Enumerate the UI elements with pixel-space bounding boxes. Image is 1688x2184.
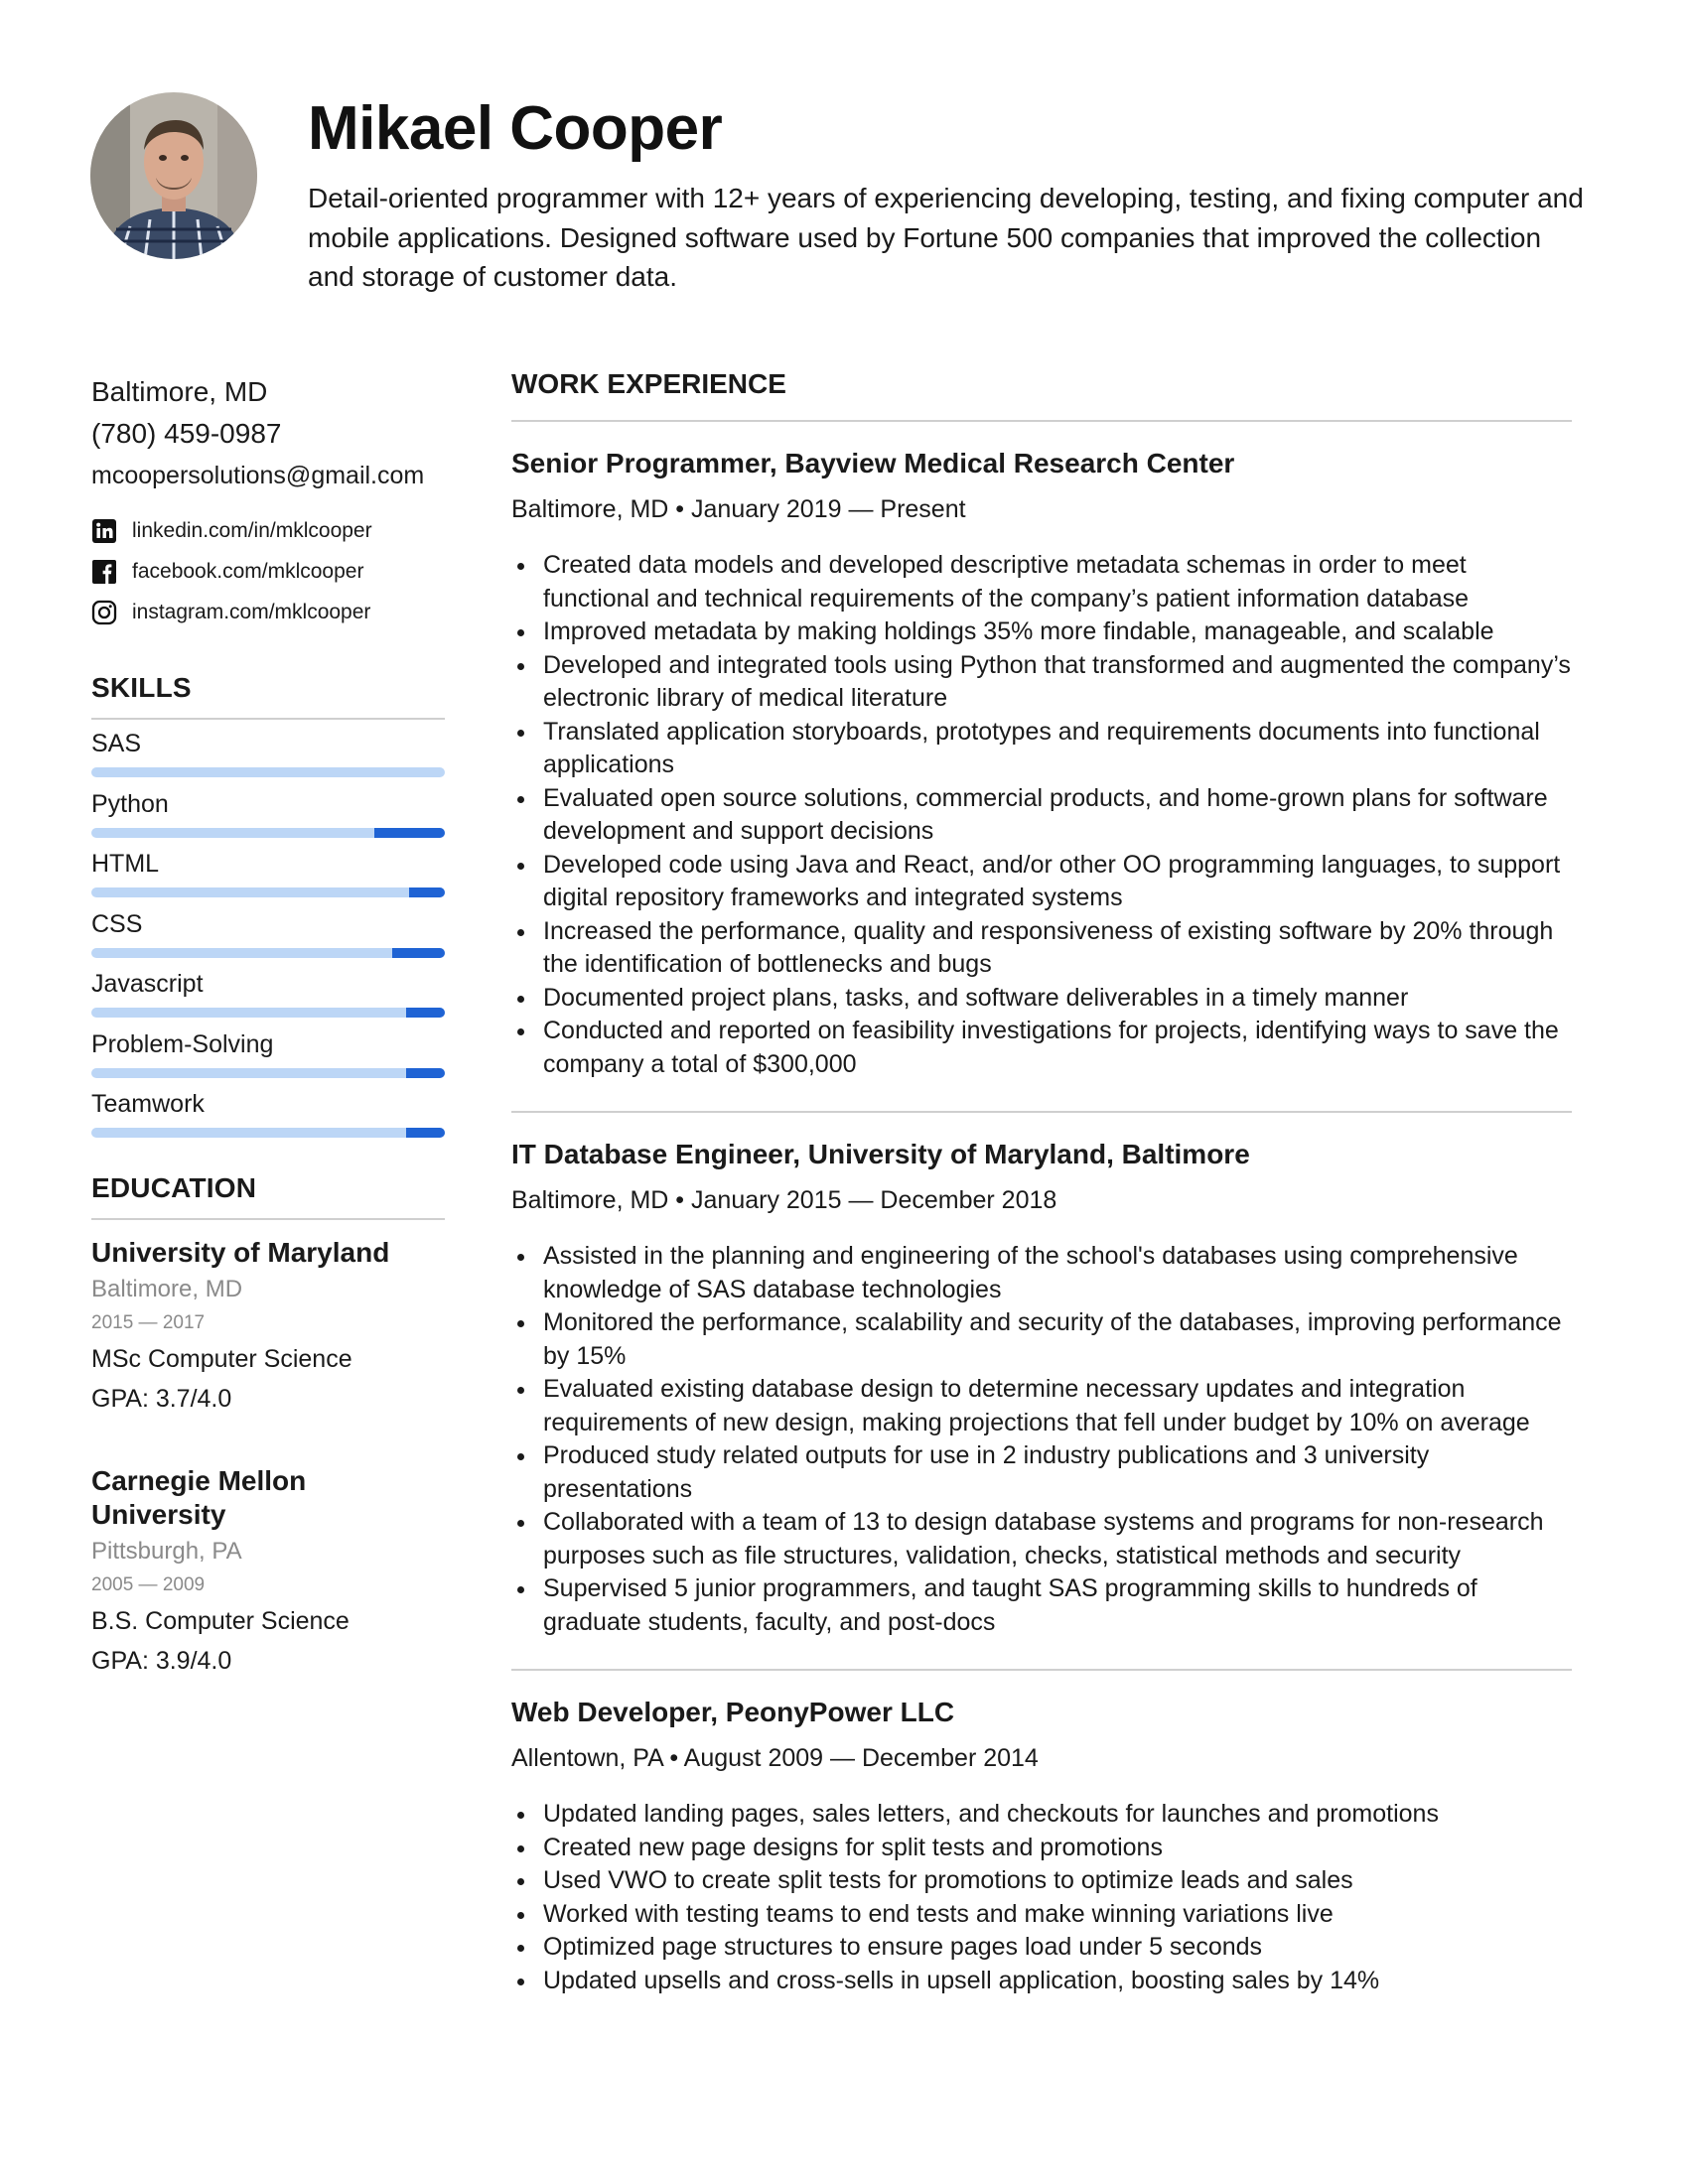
skills-list (91, 720, 445, 1141)
education-degree: B.S. Computer Science (91, 1606, 350, 1635)
skill-item (91, 720, 445, 780)
profile-summary: Detail-oriented programmer with 12+ years of experiencing developing, testing, and fixing computer and mobile applications. Designed software used by Fortune 500 companies that improved the collection and storage of customer data. (308, 183, 1584, 292)
instagram-icon (91, 600, 117, 625)
job-bullet: Improved metadata by making holdings 35% more findable, manageable, and scalable (543, 615, 1572, 649)
job-bullet: Worked with testing teams to end tests and make winning variations live (543, 1898, 1572, 1932)
social-link-facebook[interactable] (91, 551, 445, 592)
education-dates: 2015 — 2017 (91, 1311, 206, 1333)
job-bullet: Used VWO to create split tests for promotions to optimize leads and sales (543, 1864, 1572, 1898)
education-heading: EDUCATION (91, 1172, 445, 1220)
job-bullet: Evaluated open source solutions, commercial products, and home-grown plans for software development and support decisions (543, 782, 1572, 849)
skill-level-bar (91, 828, 445, 838)
job-bullet: Assisted in the planning and engineering of the school's databases using comprehensive knowledge of SAS database technologies (543, 1240, 1572, 1306)
skill-level-fill (406, 1008, 445, 1018)
job-bullet: Documented project plans, tasks, and software deliverables in a timely manner (543, 982, 1572, 1016)
education-entry (91, 1236, 445, 1419)
job-bullet-list (511, 1240, 1572, 1639)
candidate-name: Mikael Cooper (308, 94, 723, 163)
job-bullet: Collaborated with a team of 13 to design database systems and programs for non-research purposes such as file structures, validation, checks, statistical methods and security (543, 1506, 1572, 1572)
job-location-dates: Baltimore, MD • January 2019 — Present (511, 495, 966, 523)
job-bullet: Translated application storyboards, prototypes and requirements documents into functional applications (543, 716, 1572, 782)
job-bullet: Conducted and reported on feasibility investigations for projects, identifying ways to save the company a total of $300,000 (543, 1015, 1572, 1081)
skill-level-fill (392, 948, 445, 958)
work-experience-heading: WORK EXPERIENCE (511, 368, 1572, 422)
skill-level-fill (374, 828, 445, 838)
job-title: Web Developer, PeonyPower LLC (511, 1697, 955, 1727)
education-section (91, 1172, 445, 1681)
skill-level-bar (91, 1128, 445, 1138)
skill-item (91, 840, 445, 900)
skill-name: SAS (91, 730, 142, 757)
skill-item (91, 960, 445, 1021)
skill-item (91, 780, 445, 841)
job-bullet-list (511, 549, 1572, 1081)
facebook-icon (91, 559, 117, 585)
job-bullet: Updated landing pages, sales letters, and checkouts for launches and promotions (543, 1798, 1572, 1832)
skill-level-fill (406, 1128, 445, 1138)
skill-name: Teamwork (91, 1090, 205, 1118)
education-school: University of Maryland (91, 1236, 390, 1268)
social-link-text: instagram.com/mklcooper (132, 600, 371, 623)
job-bullet-list (511, 1798, 1572, 1997)
skill-level-fill (406, 1068, 445, 1078)
linkedin-icon (91, 518, 117, 544)
skill-level-bar (91, 1008, 445, 1018)
job-bullet: Developed code using Java and React, and/or other OO programming languages, to support digital repository frameworks and integrated systems (543, 849, 1572, 915)
job-entry (511, 422, 1572, 1113)
social-link-text: facebook.com/mklcooper (132, 559, 364, 583)
job-bullet: Developed and integrated tools using Python that transformed and augmented the company’s electronic library of medical literature (543, 649, 1572, 716)
job-entry (511, 1671, 1572, 2027)
job-bullet: Increased the performance, quality and responsiveness of existing software by 20% through the identification of bottlenecks and bugs (543, 915, 1572, 982)
skill-name: Javascript (91, 970, 204, 998)
job-bullet: Produced study related outputs for use in 2 industry publications and 3 university presentations (543, 1439, 1572, 1506)
work-experience-section (511, 368, 1572, 2027)
social-link-instagram[interactable] (91, 592, 445, 632)
job-title: Senior Programmer, Bayview Medical Research Center (511, 448, 1235, 478)
education-gpa: GPA: 3.7/4.0 (91, 1384, 232, 1413)
contact-phone: (780) 459-0987 (91, 418, 282, 449)
skill-name: Problem-Solving (91, 1029, 274, 1058)
skill-level-bar (91, 948, 445, 958)
job-bullet: Updated upsells and cross-sells in upsell application, boosting sales by 14% (543, 1965, 1572, 1998)
skill-item (91, 1021, 445, 1081)
social-link-text: linkedin.com/in/mklcooper (132, 518, 372, 542)
job-bullet: Optimized page structures to ensure pages load under 5 seconds (543, 1931, 1572, 1965)
skills-heading: SKILLS (91, 672, 445, 720)
education-gpa: GPA: 3.9/4.0 (91, 1646, 232, 1675)
education-location: Baltimore, MD (91, 1275, 243, 1302)
avatar (90, 92, 257, 259)
education-degree: MSc Computer Science (91, 1344, 352, 1373)
skill-level-bar (91, 767, 445, 777)
job-bullet: Supervised 5 junior programmers, and taught SAS programming skills to hundreds of graduate students, faculty, and post-docs (543, 1572, 1572, 1639)
education-entry (91, 1464, 445, 1681)
job-bullet: Monitored the performance, scalability and security of the databases, improving performance by 15% (543, 1306, 1572, 1373)
skill-item (91, 1080, 445, 1141)
education-location: Pittsburgh, PA (91, 1537, 242, 1565)
skill-name: Python (91, 789, 169, 818)
job-list (511, 422, 1572, 2027)
skills-section (91, 672, 445, 1141)
social-link-linkedin[interactable] (91, 510, 445, 551)
skill-name: CSS (91, 909, 143, 938)
job-entry (511, 1113, 1572, 1671)
contact-location: Baltimore, MD (91, 376, 268, 407)
skill-item (91, 900, 445, 961)
skill-level-fill (409, 887, 445, 897)
education-school: Carnegie Mellon University (91, 1464, 307, 1530)
contact-email: mcoopersolutions@gmail.com (91, 462, 425, 489)
job-bullet: Created new page designs for split tests and promotions (543, 1832, 1572, 1865)
education-dates: 2005 — 2009 (91, 1573, 206, 1595)
skill-name: HTML (91, 850, 160, 878)
job-location-dates: Baltimore, MD • January 2015 — December 2018 (511, 1186, 1057, 1214)
job-location-dates: Allentown, PA • August 2009 — December 2014 (511, 1744, 1039, 1772)
sidebar (91, 371, 445, 1681)
job-bullet: Evaluated existing database design to determine necessary updates and integration requirements of new design, making projections that fell under budget by 10% on average (543, 1373, 1572, 1439)
skill-level-bar (91, 887, 445, 897)
job-title: IT Database Engineer, University of Maryland, Baltimore (511, 1139, 1250, 1169)
skill-level-bar (91, 1068, 445, 1078)
job-bullet: Created data models and developed descriptive metadata schemas in order to meet functional and technical requirements of the company’s patient information database (543, 549, 1572, 615)
